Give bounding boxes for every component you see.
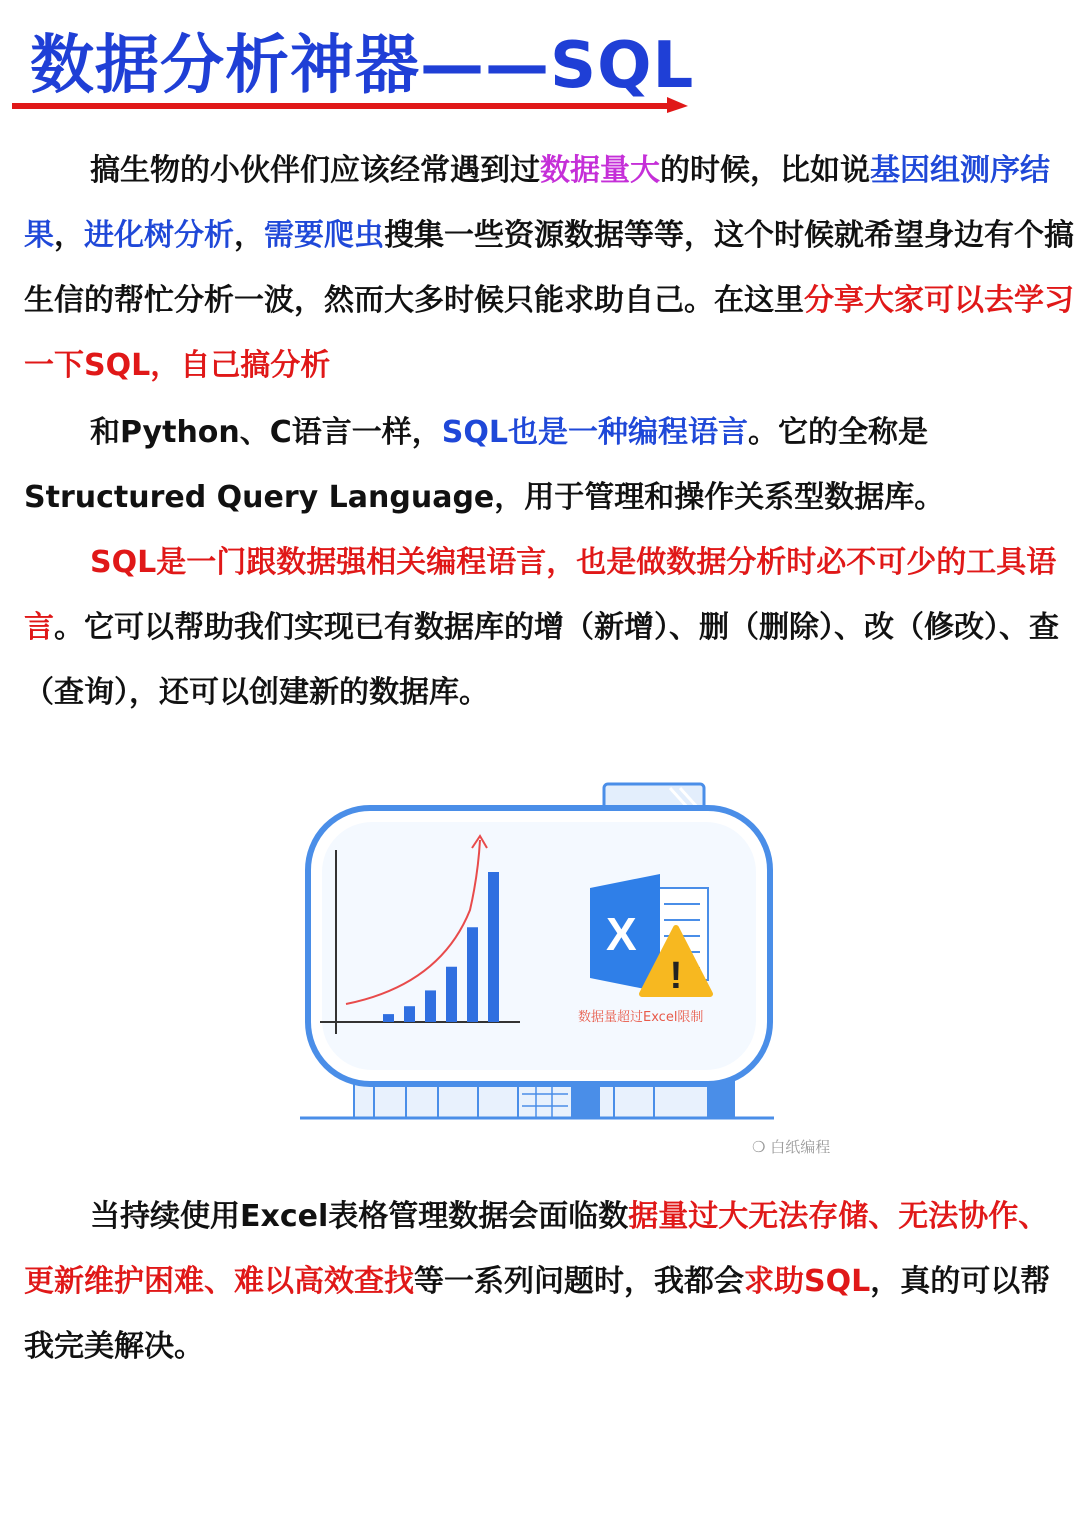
highlight-programming-language: SQL也是一种编程语言: [441, 415, 749, 450]
growth-bar: [425, 990, 436, 1022]
wechat-icon: ❍: [752, 1138, 771, 1156]
growth-bar: [383, 1014, 394, 1022]
highlight-phylogenetic: 进化树分析: [84, 218, 234, 253]
excel-limit-illustration: [290, 770, 790, 1150]
highlight-seek-sql: 求助SQL: [744, 1264, 871, 1299]
highlight-crawler: 需要爬虫: [264, 218, 384, 253]
page-title: 数据分析神器——SQL: [30, 29, 695, 103]
illustration-caption: 数据量超过Excel限制: [578, 1010, 704, 1025]
source-watermark: ❍ 白纸编程: [752, 1138, 831, 1156]
paragraph-sql-definition: 和Python、C语言一样，SQL也是一种编程语言。它的全称是Structured Query Language，用于管理和操作关系型数据库。: [24, 415, 945, 515]
growth-bar: [467, 927, 478, 1022]
svg-text:X: X: [606, 908, 637, 960]
growth-bar: [446, 967, 457, 1022]
title-underline-arrow: [12, 92, 692, 116]
growth-bar: [404, 1006, 415, 1022]
paragraph-sql-usage: SQL是一门跟数据强相关编程语言，也是做数据分析时必不可少的工具语言。它可以帮助我们实现已有数据库的增（新增）、删（删除）、改（修改）、查（查询），还可以创建新的数据库。: [24, 545, 1059, 710]
paragraph-excel-problems: 当持续使用Excel表格管理数据会面临数据量过大无法存储、无法协作、更新维护困难、难以高效查找等一系列问题时，我都会求助SQL，真的可以帮我完美解决。: [24, 1199, 1051, 1364]
highlight-learn-sql: 分享大家可以去学习一下SQL，自己搞分析: [24, 283, 1074, 383]
highlight-genome-sequencing: 基因组测序结果: [24, 153, 1050, 253]
growth-bar: [488, 872, 499, 1022]
paragraph-intro: 搞生物的小伙伴们应该经常遇到过数据量大的时候，比如说基因组测序结果，进化树分析，需要爬虫搜集一些资源数据等等，这个时候就希望身边有个搞生信的帮忙分析一波，然而大多时候只能求助自己。在这里分享大家可以去学习一下SQL，自己搞分析: [24, 153, 1074, 383]
highlight-essential-tool: SQL是一门跟数据强相关编程语言，也是做数据分析时必不可少的工具语言: [24, 545, 1057, 645]
highlight-data-volume: 数据量大: [540, 153, 660, 188]
svg-text:!: !: [669, 955, 683, 997]
highlight-excel-issues: 据量过大无法存储、无法协作、更新维护困难、难以高效查找: [24, 1199, 1049, 1299]
